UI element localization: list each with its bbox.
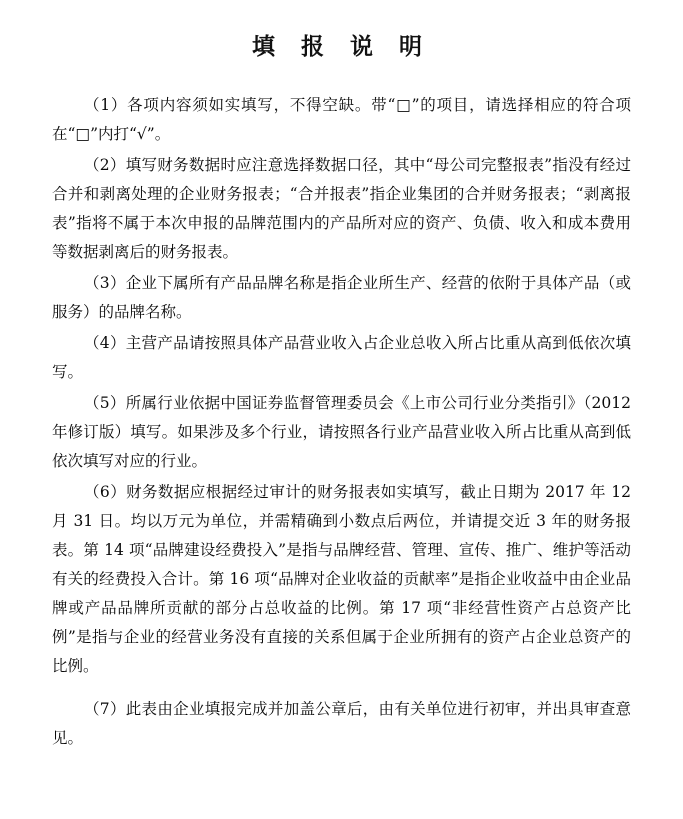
paragraph-4: （4）主营产品请按照具体产品营业收入占企业总收入所占比重从高到低依次填写。 [52, 334, 631, 381]
paragraph-6: （6）财务数据应根据经过审计的财务报表如实填写，截止日期为 2017 年 12 月 31 日。均以万元为单位，并需精确到小数点后两位，并请提交近 3 年的财务报表。第 14 项“品牌建设经费投入”是指与品牌经营、管理、宣传、推广、维护等活动有关的经费投入合计。第 16 项“品牌对企业收益的贡献率”是指企业收益中由企业品牌或产品品牌所贡献的部分占总收益的比例。第 17 项“非经营性资产占总资产比例”是指与企业的经营业务没有直接的关系但属于企业所拥有的资产占企业总资产的比例。 [52, 483, 631, 675]
paragraph-3: （3）企业下属所有产品品牌名称是指企业所生产、经营的依附于具体产品（或服务）的品牌名称。 [52, 274, 631, 321]
paragraph-2: （2）填写财务数据时应注意选择数据口径，其中“母公司完整报表”指没有经过合并和剥离处理的企业财务报表；“合并报表”指企业集团的合并财务报表；“剥离报表”指将不属于本次申报的品牌范围内的产品所对应的资产、负债、收入和成本费用等数据剥离后的财务报表。 [52, 156, 631, 261]
paragraph-5: （5）所属行业依据中国证券监督管理委员会《上市公司行业分类指引》（2012 年修订版）填写。如果涉及多个行业，请按照各行业产品营业收入所占比重从高到低依次填写对应的行业。 [52, 394, 631, 470]
paragraph-1: （1）各项内容须如实填写，不得空缺。带“□”的项目，请选择相应的符合项在“□”内打“√”。 [52, 96, 631, 143]
page-title: 填 报 说 明 [251, 33, 432, 60]
document-page [0, 28, 683, 819]
document-body [52, 91, 631, 753]
paragraph-7: （7）此表由企业填报完成并加盖公章后，由有关单位进行初审，并出具审查意见。 [52, 700, 631, 747]
